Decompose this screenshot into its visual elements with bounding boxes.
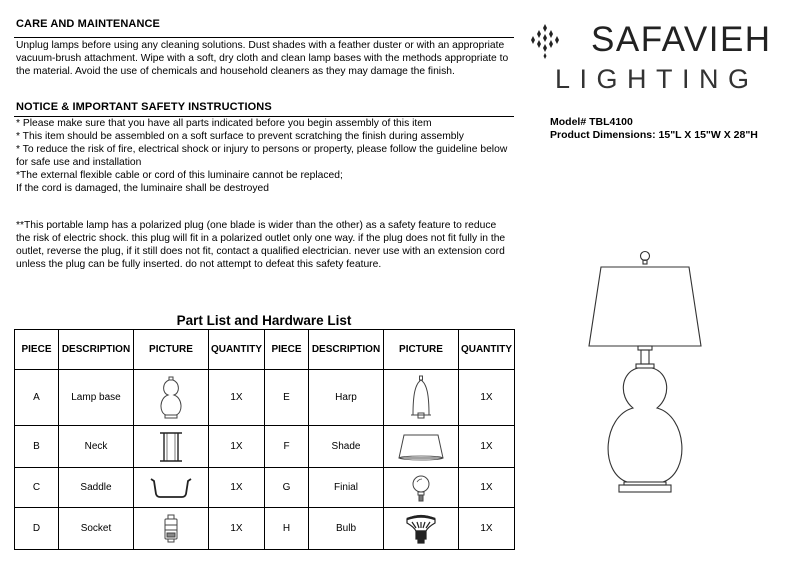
header-quantity: QUANTITY [459,330,515,370]
piece-cell: A [15,370,59,426]
brand-name: SAFAVIEH [591,20,772,59]
picture-cell [134,468,209,508]
notice-line: * Please make sure that you have all parts indicated before you begin assembly of this item [16,118,432,129]
picture-cell [384,468,459,508]
description-cell: Socket [59,508,134,550]
model-number: Model# TBL4100 [550,116,633,128]
care-title: CARE AND MAINTENANCE [16,18,160,30]
piece-cell: E [265,370,309,426]
description-cell: Lamp base [59,370,134,426]
header-description: DESCRIPTION [59,330,134,370]
notice-line: for safe use and installation [16,156,142,168]
quantity-cell: 1X [459,468,515,508]
lamp-illustration [575,250,725,500]
picture-cell [134,508,209,550]
notice-title: NOTICE & IMPORTANT SAFETY INSTRUCTIONS [16,101,272,113]
quantity-cell: 1X [209,426,265,468]
polarized-text [16,220,505,272]
brand-logo [555,18,795,98]
lamp-base-icon [156,375,186,421]
bulb-icon [404,513,438,545]
polarized-line: the risk of electric shock. this plug will fit in a polarized outlet only one way. if the plug does not fit fully in the [16,232,506,244]
product-dimensions: Product Dimensions: 15"L X 15"W X 28"H [550,129,758,141]
care-divider [14,37,514,38]
description-cell: Shade [309,426,384,468]
description-cell: Finial [309,468,384,508]
notice-line: If the cord is damaged, the luminaire shall be destroyed [16,182,269,194]
neck-icon [156,430,186,464]
header-picture: PICTURE [134,330,209,370]
picture-cell [384,426,459,468]
quantity-cell: 1X [459,426,515,468]
piece-cell: F [265,426,309,468]
product-info [550,116,758,142]
finial-icon [409,473,433,503]
description-cell: Saddle [59,468,134,508]
chandelier-icon [530,22,560,62]
polarized-line: unless the plug can be fully inserted. do not attempt to defeat this safety feature. [16,258,382,270]
picture-cell [134,426,209,468]
notice-line: * This item should be assembled on a soft surface to prevent scratching the finish during assembly [16,130,464,142]
notice-divider [14,116,514,117]
piece-cell: G [265,468,309,508]
polarized-line: outlet, reverse the plug, if it still does not fit, contact a qualified electrician. never use with an extension cord [16,245,505,257]
shade-icon [396,431,446,463]
header-piece: PIECE [265,330,309,370]
quantity-cell: 1X [209,508,265,550]
care-text [16,40,508,79]
piece-cell: B [15,426,59,468]
header-piece: PIECE [15,330,59,370]
parts-title: Part List and Hardware List [176,313,352,328]
piece-cell: C [15,468,59,508]
header-quantity: QUANTITY [209,330,265,370]
notice-line: *The external flexible cable or cord of this luminaire cannot be replaced; [16,169,343,181]
quantity-cell: 1X [209,370,265,426]
polarized-line: **This portable lamp has a polarized plug (one blade is wider than the other) as a safety feature to reduce [16,220,497,231]
table-row [15,468,515,508]
quantity-cell: 1X [459,508,515,550]
description-cell: Bulb [309,508,384,550]
notice-text [16,118,507,195]
quantity-cell: 1X [459,370,515,426]
brand-subtitle: LIGHTING [555,64,759,94]
care-line: the material. Avoid the use of chemicals and household cleaners as they may damage the finish. [16,65,455,77]
header-picture: PICTURE [384,330,459,370]
table-header-row [15,330,515,370]
piece-cell: H [265,508,309,550]
harp-icon [409,375,433,421]
piece-cell: D [15,508,59,550]
care-line: vacuum-brush attachment. Wipe with a soft, dry cloth and clean lamp bases with the methods appropriate to [16,52,509,64]
description-cell: Neck [59,426,134,468]
socket-icon [161,513,181,545]
table-row [15,370,515,426]
table-row [15,508,515,550]
quantity-cell: 1X [209,468,265,508]
description-cell: Harp [309,370,384,426]
saddle-icon [148,475,194,501]
picture-cell [384,370,459,426]
care-line: Unplug lamps before using any cleaning solutions. Dust shades with a feather duster or with an appropriate [16,40,505,51]
picture-cell [384,508,459,550]
table-row [15,426,515,468]
parts-table [14,329,515,550]
header-description: DESCRIPTION [309,330,384,370]
notice-line: * To reduce the risk of fire, electrical shock or injury to persons or property, please follow the guideline below [16,143,508,155]
picture-cell [134,370,209,426]
